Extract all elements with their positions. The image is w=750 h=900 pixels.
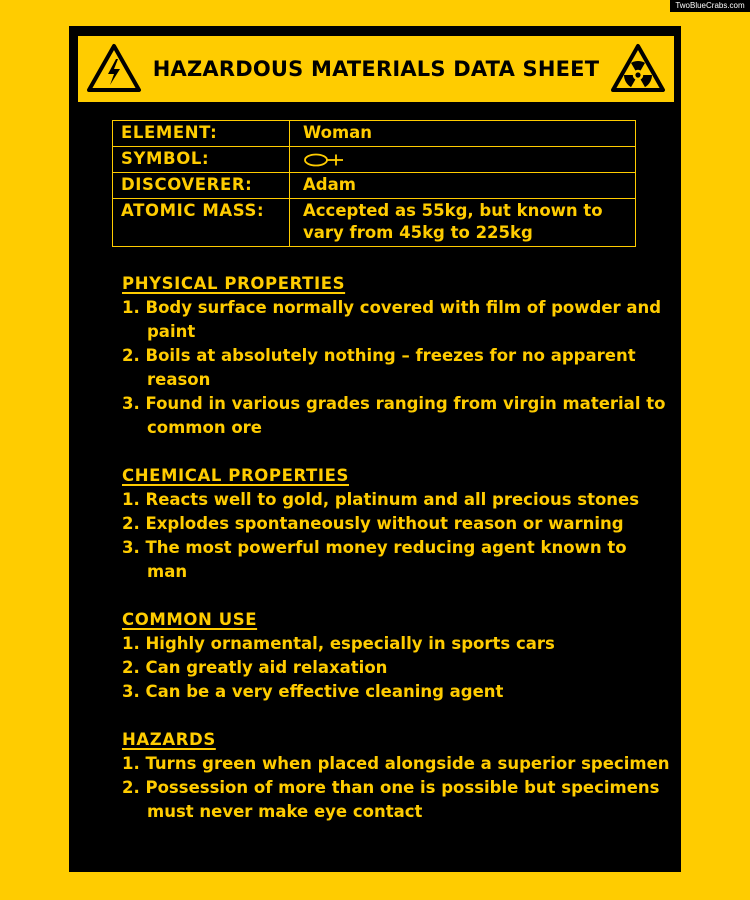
section-list: [122, 752, 672, 824]
table-row: [113, 173, 636, 199]
list-item: 2. Boils at absolutely nothing – freezes for no apparent reason: [122, 346, 636, 389]
section-heading: PHYSICAL PROPERTIES: [122, 274, 346, 293]
element-properties-table: [112, 120, 636, 247]
list-item: 2. Possession of more than one is possible but specimens must never make eye contact: [122, 778, 660, 821]
symbol-value: [290, 147, 636, 173]
element-value: Woman: [290, 121, 636, 147]
page-title: HAZARDOUS MATERIALS DATA SHEET: [152, 57, 600, 81]
table-row: [113, 147, 636, 173]
section-heading: HAZARDS: [122, 730, 216, 749]
list-item: 2. Can greatly aid relaxation: [122, 658, 388, 677]
section-list: [122, 488, 672, 584]
list-item: 1. Highly ornamental, especially in sports cars: [122, 634, 555, 653]
list-item: 2. Explodes spontaneously without reason or warning: [122, 514, 624, 533]
section-list: [122, 632, 672, 704]
section-chemical-properties: [122, 464, 672, 584]
header-banner: [78, 36, 674, 102]
element-label: ELEMENT:: [113, 121, 290, 147]
section-hazards: [122, 728, 672, 824]
list-item: 1. Body surface normally covered with film of powder and paint: [122, 298, 662, 341]
data-sheet: [69, 26, 681, 872]
discoverer-value: Adam: [290, 173, 636, 199]
discoverer-label: DISCOVERER:: [113, 173, 290, 199]
table-row: [113, 121, 636, 147]
atomic-mass-value: Accepted as 55kg, but known to vary from 45kg to 225kg: [290, 199, 636, 247]
watermark: TwoBlueCrabs.com: [670, 0, 750, 12]
symbol-label: SYMBOL:: [113, 147, 290, 173]
list-item: 1. Turns green when placed alongside a superior specimen: [122, 754, 670, 773]
atomic-mass-label: ATOMIC MASS:: [113, 199, 290, 247]
electric-hazard-icon: [86, 42, 142, 94]
section-list: [122, 296, 672, 440]
section-heading: CHEMICAL PROPERTIES: [122, 466, 349, 485]
list-item: 1. Reacts well to gold, platinum and all precious stones: [122, 490, 640, 509]
section-heading: COMMON USE: [122, 610, 258, 629]
section-physical-properties: [122, 272, 672, 440]
list-item: 3. Can be a very effective cleaning agent: [122, 682, 504, 701]
table-row: [113, 199, 636, 247]
sections: [122, 272, 672, 848]
section-common-use: [122, 608, 672, 704]
female-symbol-icon: [303, 152, 345, 168]
list-item: 3. The most powerful money reducing agent known to man: [122, 538, 627, 581]
list-item: 3. Found in various grades ranging from virgin material to common ore: [122, 394, 666, 437]
radiation-hazard-icon: [610, 42, 666, 94]
